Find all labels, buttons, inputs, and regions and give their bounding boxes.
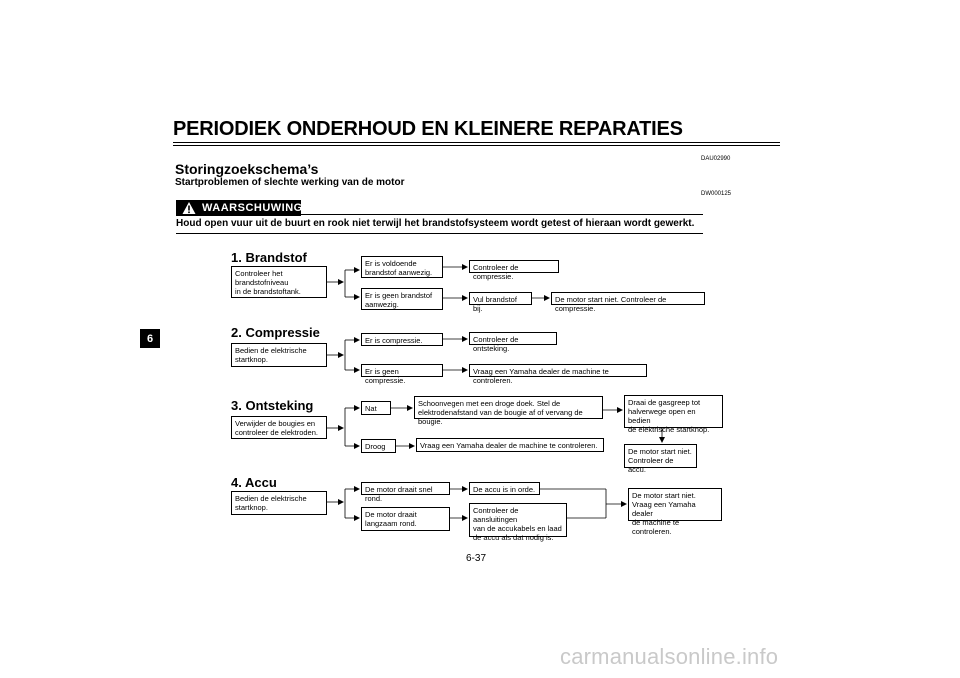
box-ontsteking-wet-next: Schoonvegen met een droge doek. Stel de elektrodenafstand van de bougie af of vervang de bougie. — [414, 396, 603, 419]
box-accu-check: Bedien de elektrische startknop. — [231, 491, 327, 515]
box-brandstof-none: Er is geen brandstof aanwezig. — [361, 288, 443, 310]
page-header-title: PERIODIEK ONDERHOUD EN KLEINERE REPARATIES — [173, 118, 683, 140]
box-compressie-yes: Er is compressie. — [361, 333, 443, 346]
watermark: carmanualsonline.info — [560, 644, 779, 669]
section-title: Storingzoekschema’s — [175, 161, 319, 177]
warning-text: Houd open vuur uit de buurt en rook niet terwijl het brandstofsysteem wordt getest of hieraan wordt gewerkt. — [176, 218, 695, 229]
warning-label: WAARSCHUWING — [202, 202, 303, 214]
box-compressie-no: Er is geen compressie. — [361, 364, 443, 377]
box-brandstof-enough: Er is voldoende brandstof aanwezig. — [361, 256, 443, 278]
section-subtitle: Startproblemen of slechte werking van de motor — [175, 177, 405, 188]
box-compressie-yes-next: Controleer de ontsteking. — [469, 332, 557, 345]
box-ontsteking-check: Verwijder de bougies en controleer de elektroden. — [231, 416, 327, 439]
chapter-tab: 6 — [140, 329, 160, 348]
box-compressie-check: Bedien de elektrische startknop. — [231, 343, 327, 367]
box-ontsteking-wet: Nat — [361, 401, 391, 415]
box-ontsteking-check-battery: De motor start niet. Controleer de accu. — [624, 444, 697, 468]
box-ontsteking-throttle: Draai de gasgreep tot halverwege open en bedien de elektrische startknop. — [624, 395, 723, 428]
box-brandstof-check: Controleer het brandstofniveau in de brandstoftank. — [231, 266, 327, 298]
box-accu-fast: De motor draait snel rond. — [361, 482, 450, 495]
section-code: DAU02990 — [701, 156, 731, 162]
heading-accu: 4. Accu — [231, 475, 277, 490]
box-accu-check-cables: Controleer de aansluitingen van de accukabels en laad de accu als dat nodig is. — [469, 503, 567, 537]
box-accu-slow: De motor draait langzaam rond. — [361, 507, 450, 531]
heading-brandstof: 1. Brandstof — [231, 250, 307, 265]
box-ontsteking-dry-next: Vraag een Yamaha dealer de machine te controleren. — [416, 438, 604, 452]
box-brandstof-enough-next: Controleer de compressie. — [469, 260, 559, 273]
warning-code: DW000125 — [701, 191, 732, 197]
box-ontsteking-dry: Droog — [361, 439, 396, 453]
box-brandstof-refuel: Vul brandstof bij. — [469, 292, 532, 305]
box-accu-ok: De accu is in orde. — [469, 482, 540, 495]
heading-compressie: 2. Compressie — [231, 325, 320, 340]
page-number: 6-37 — [466, 553, 487, 564]
box-brandstof-no-start: De motor start niet. Controleer de compressie. — [551, 292, 705, 305]
box-compressie-no-next: Vraag een Yamaha dealer de machine te controleren. — [469, 364, 647, 377]
box-accu-final: De motor start niet. Vraag een Yamaha dealer de machine te controleren. — [628, 488, 722, 521]
heading-ontsteking: 3. Ontsteking — [231, 398, 314, 413]
